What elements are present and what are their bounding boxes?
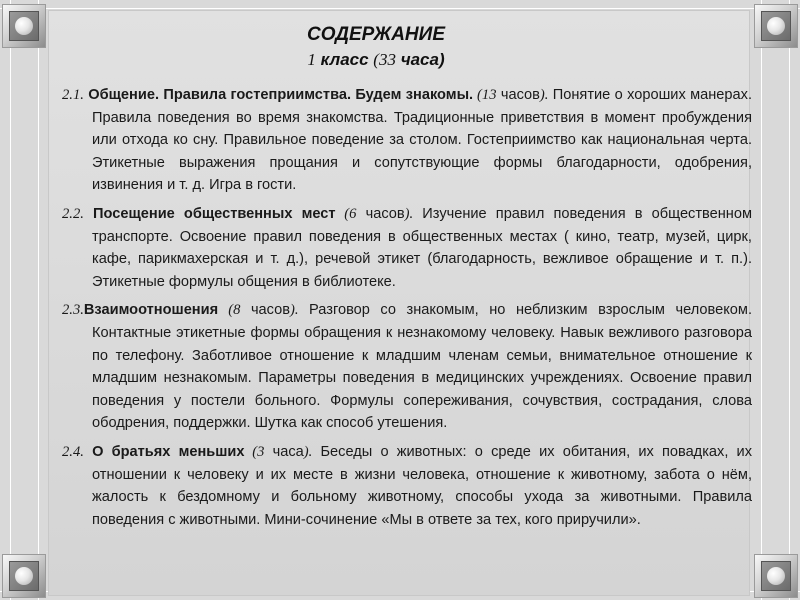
section-2-2: [62, 203, 752, 293]
section-number: 2.2.: [62, 205, 84, 222]
section-number: 2.1.: [62, 87, 84, 103]
grade-word: класс: [315, 50, 374, 69]
frame-line: [761, 0, 762, 600]
section-heading: Взаимоотношения: [83, 302, 219, 319]
section-hours-close: ).: [404, 205, 414, 222]
section-hours-word: часов: [240, 302, 290, 319]
section-body: Разговор со знакомым, но неблизким взрослым человеком. Контактные этикетные формы обращения к незнакомому человеку. Навык вежливого разговора по телефону. Заботливое отношение к младшим членам семьи, внимательное отношение к младшим незнакомым. Параметры поведения в медицинских учреждениях. Освоение правил поведения у постели больного. Формулы сопереживания, сочувствия, сострадания, слова ободрения, поддержки. Шутка как способ утешения.: [92, 302, 752, 432]
section-hours-close: ).: [290, 302, 299, 319]
corner-ornament-icon: [2, 554, 46, 598]
section-number: 2.4.: [62, 443, 84, 460]
section-heading: Общение. Правила гостеприимства. Будем знакомы.: [83, 87, 474, 103]
page-title: СОДЕРЖАНИЕ: [307, 24, 445, 45]
section-hours-close: ).: [539, 87, 549, 103]
hours-number: (33: [373, 50, 396, 69]
frame-line: [38, 0, 39, 600]
section-hours-number: (8: [218, 302, 241, 319]
page-subtitle: [0, 50, 776, 70]
frame-line: [789, 0, 790, 600]
grade-number: 1: [307, 50, 316, 69]
section-hours-number: (6: [335, 205, 357, 222]
section-body: Понятие о хороших манерах. Правила поведения во время знакомства. Традиционные приветствия в момент пробуждения или отхода ко сну. Правильное поведение за столом. Гостеприимство как национальная черта. Этикетные выражения прощания и сопутствующие формы благодарности, одобрения, извинения и т. д. Игра в гости.: [92, 87, 753, 194]
section-hours-number: (13: [473, 87, 497, 103]
hours-word: часа): [395, 50, 445, 69]
section-hours-word: часов: [356, 205, 405, 222]
section-number: 2.3.: [62, 302, 84, 319]
section-body: Беседы о животных: о среде их обитания, их повадках, их отношении к человеку и их месте в жизни человека, отношение к животному, забота о нём, жалость к бездомному и больному животному, способы ухода за животными. Правила поведения с животными. Мини-сочинение «Мы в ответе за тех, кого приручили».: [92, 443, 753, 528]
section-hours-close: ).: [303, 443, 313, 460]
section-hours-number: (3: [244, 443, 265, 460]
frame-line: [10, 0, 11, 600]
section-heading: Посещение общественных мест: [83, 205, 336, 222]
section-hours-word: часа: [264, 443, 304, 460]
section-2-3: [62, 299, 752, 435]
corner-ornament-icon: [754, 554, 798, 598]
section-2-1: [62, 84, 752, 197]
section-heading: О братьях меньших: [83, 443, 245, 460]
section-hours-word: часов: [496, 87, 540, 103]
section-body: Изучение правил поведения в общественном транспорте. Освоение правил поведения в общественных местах ( кино, театр, музей, цирк, кафе, парикмахерская и т. д.), речевой этикет (благодарность, вежливое обращение и т. п.). Этикетные формулы общения в библиотеке.: [92, 205, 753, 290]
content-body: [62, 84, 752, 537]
frame-line: [0, 8, 800, 9]
section-2-4: [62, 441, 752, 531]
